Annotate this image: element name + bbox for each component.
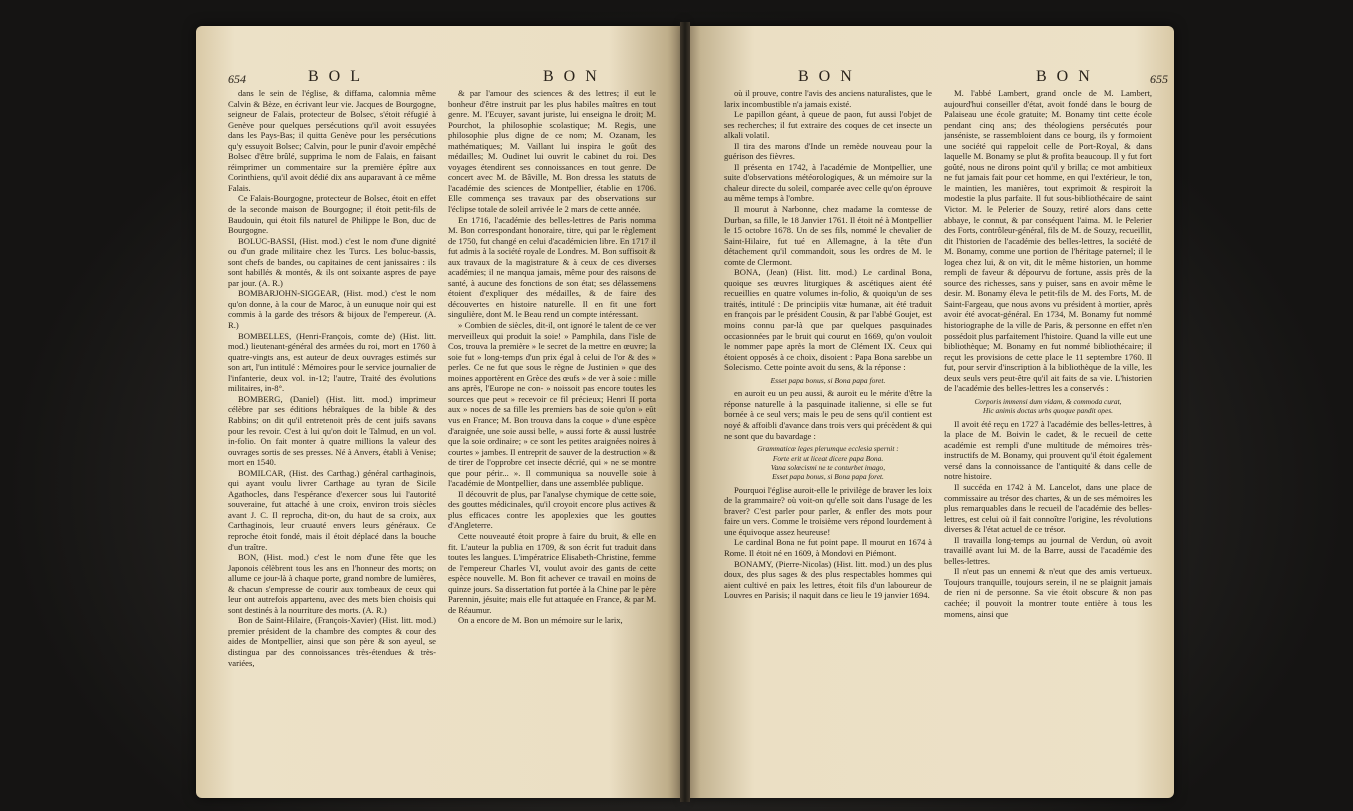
latin-verses [724,444,932,482]
verse-line: Hic animis doctas urbs quoque pandit opes. [983,406,1113,416]
paragraph: dans le sein de l'église, & diffama, calomnia même Calvin & Bèze, en écrivant leur vie. Jacques de Bourgogne, seigneur de Falais, protecteur de Bolsec, s'étoit réfugié à Genève pour quelques persécutions qu'il avoit essuyées dans les Pays-Bas; il quitta Genève pour les persécutions qu'y essuyoit Bolsec; Calvin, pour le punir d'avoir empêché Bolsec d'être brûlé, supprima le nom de Falais, en faisant réimprimer un commentaire sur la première épître aux Corinthiens, qu'il avoit dédié dix ans auparavant à ce même Falais. [228,88,436,193]
paragraph: En 1716, l'académie des belles-lettres de Paris nomma M. Bon correspondant honoraire, titre, qui par le règlement de 1750, fut changé en celui d'académicien libre. En 1717 il fut admis à la société royale de Londres. M. Bon suffisoit & aux travaux de la magistrature & à ceux de ces diverses académies; il ne manqua jamais, même pour des raisons de santé, à aucune des fonctions de son état; ses délassemens étoient d'expliquer des médailles, & de faire des découvertes en histoire naturelle. Il en fit une fort singulière, dont M. le Beau rend un compte intéressant. [448,214,656,320]
latin-verses [944,397,1152,416]
paragraph: Ce Falais-Bourgogne, protecteur de Bolsec, étoit en effet de la seconde maison de Bourgogne; il étoit petit-fils de Baudouin, qui étoit fils naturel de Philippe le Bon, duc de Bourgogne. [228,193,436,236]
left-page-header [228,68,668,88]
paragraph: M. l'abbé Lambert, grand oncle de M. Lambert, aujourd'hui conseiller d'état, avoit fondé dans le bourg de Palaiseau une école gratuite; M. Bonamy tint cette école pendant cinq ans; des théologiens persécutés pour janséniste, se rassembloient dans ce bourg, ils y formoient une société qui rappeloit celle de Port-Royal, & dans laquelle M. Bonamy se plut & profita beaucoup. Il y fut fort goûté, nous ne dirons point qu'il y brilla; ce mot ambitieux ne fut jamais fait pour cet homme, en qui l'extérieur, le ton, le maintien, les manières, tout exprimoit & respiroit la modestie la plus parfaite. Il fut sous-bibliothécaire de saint Victor. M. le Pelerier de Souzy, retiré alors dans cette abbaye, le connut, & par conséquent l'aima. M. le Pelerier des Forts, contrôleur-général, fils de M. de Souzy, recueillit, dit l'historien de l'académie des belles-lettres, la société de M. Bonamy, comme une portion de l'héritage paternel; il le logea chez lui, & on vit, dit le même historien, un homme rempli de faveur & dépourvu de fortune, assis près de la source des richesses, sans y puiser, sans en avoir même le desir. M. Bonamy éleva le petit-fils de M. des Forts, M. de Saint-Fargeau, que nous avons vu président à mortier, après avoir été avocat-général. En 1734, M. Bonamy fut nommé historiographe de la ville de Paris, & personne en effet n'en possédoit plus parfaitement l'histoire. Quand la ville eut une bibliothèque; M. Bonamy en fut nommé bibliothécaire; il reçut les provisions de cette place le 11 septembre 1760. Il fut, pour servir d'inscription à la bibliothèque de la ville, les deux seuls vers peut-être qu'il ait faits de sa vie. L'historien de l'académie des belles-lettres les a conservés : [944,88,1152,394]
left-page-column-1 [228,88,436,784]
entry-bona: BONA, (Jean) (Hist. litt. mod.) Le cardinal Bona, quoique ses œuvres liturgiques & ascétiques aient été recueillies en quatre volumes in-folio, & quoiqu'un de ses traités, intitulé : De principiis vitæ humanæ, ait été traduit en françois par le président Cousin, & par l'abbé Goujet, est moins connu par-là que par quelques pasquinades occasionnées par le bruit qui courut en 1669, qu'on vouloit le nommer pape après la mort de Clément IX. Ceux qui étoient opposés à ce choix, disoient : Papa Bona sarebbe un Solecismo. Cette pointe avoit du sens, & la réponse : [724,267,932,373]
verse-line: Esset papa bonus, si Bona papa foret. [772,472,884,482]
verse-line: Grammaticæ leges plerumque ecclesia spernit : [757,444,899,454]
paragraph: Le cardinal Bona ne fut point pape. Il mourut en 1674 à Rome. Il étoit né en 1609, à Mondovi en Piémont. [724,537,932,558]
entry-boluc-bassi: BOLUC-BASSI, (Hist. mod.) c'est le nom d'une dignité ou d'un grade militaire chez les Turcs. Les boluc-bassis, sont chefs de bandes, ou capitaines de cent janissaires : ils sont habillés & montés, & ils ont soixante aspres de paye par jour. (A. R.) [228,235,436,288]
paragraph: Il découvrit de plus, par l'analyse chymique de cette soie, des gouttes médicinales, qu'il croyoit encore plus actives & plus efficaces contre les apoplexies que les gouttes d'Angleterre. [448,488,656,531]
right-page-number: 655 [1150,72,1168,86]
quotation: » Combien de siècles, dit-il, ont ignoré le talent de ce ver merveilleux qui produit la soie! » Pamphila, dans l'isle de Cos, trouva la première » le secret de la mettre en œuvre; la soie fut » long-temps d'un prix égal à celui de l'or & des » perles. Ce ne fut que sous le règne de Justinien » que des moines apportèrent en Grèce des œufs » de ver à soie : mille ans après, l'Europe ne con- » noissoit pas encore toutes les sources que peut » recevoir ce fil précieux; Henri II porta aux » noces de sa fille les premiers bas de soie qu'on » eût vus en France; M. Bon trouva dans la coque » d'une espèce d'araignée, une soie aussi belle, » aussi forte & aussi lustrée que la soie ordinaire; » ce sont les petites araignées noires à courtes » jambes. Il entreprit de sauver de la destruction » & de tirer de l'opprobre cet insecte décrié, qui » ne se montre que pour périr... ». Il communiqua sa nouvelle soie à l'académie de Montpellier, dans une assemblée publique. [448,320,656,489]
paragraph: Il n'eut pas un ennemi & n'eut que des amis vertueux. Toujours tranquille, toujours serein, il ne se plaignit jamais de rien ni de personne. Sa vie étoit obscure & non pas cachée; il pouvoit la montrer toute entière à tous les momens, ainsi que [944,566,1152,619]
left-page-number: 654 [228,72,246,86]
paragraph: en auroit eu un peu aussi, & auroit eu le mérite d'être la réponse naturelle à la pasquinade italienne, si elle se fut bornée à ce seul vers; mais le peu de sens qu'il contient est noyé & affoibli d'avance dans trois vers qui précèdent & qui ne sont que du bavardage : [724,388,932,441]
paragraph: Il mourut à Narbonne, chez madame la comtesse de Durban, sa fille, le 18 Janvier 1761. Il étoit né à Montpellier le 15 octobre 1678. Un de ses fils, nommé le chevalier de Saint-Hilaire, fut tué en Allemagne, à la tête d'un détachement qu'il commandoit, sous les ordres de M. le comte de Clermont. [724,204,932,267]
verse-line: Corporis immensi dum vidam, & commoda curat, [974,396,1122,406]
entry-bombarjohn: BOMBARJOHN-SIGGEAR, (Hist. mod.) c'est le nom qu'on donne, à la cour de Maroc, à un eunuque noir qui est commis à la garde des trésors & bijoux de l'empereur. (A. R.) [228,288,436,331]
right-page-column-2 [944,88,1152,784]
paragraph: Il succéda en 1742 à M. Lancelot, dans une place de commissaire au trésor des chartes, & un de ses mémoires les plus remarquables dans le recueil de l'académie des belles-lettres, est celui où il fait connoître l'origine, les révolutions diverses & l'état actuel de ce trésor. [944,481,1152,535]
paragraph: Le papillon géant, à queue de paon, fut aussi l'objet de ses recherches; il fut extraire des coques de cet insecte un alkali volatil. [724,109,932,141]
paragraph: Il avoit été reçu en 1727 à l'académie des belles-lettres, à la place de M. Boivin le cadet, & le recueil de cette académie est rempli d'une multitude de mémoires très-instructifs de M. Bonamy, qui prouvent qu'il étoit également versé dans la connoissance de l'antiquité & dans celle de notre histoire. [944,418,1152,482]
book-gutter [680,22,690,802]
right-header-word-2: BON [1036,68,1100,85]
entry-bomilcar: BOMILCAR, (Hist. des Carthag.) général carthaginois, qui ayant voulu livrer Carthage au tyran de Sicile Agathocles, dans l'espérance d'exercer sous lui l'autorité souveraine, fut attaché à une croix, environ trois siècles avant J. C. Il reprocha, dit-on, du haut de sa croix, aux Carthaginois, leur cruauté envers leurs généraux. Ce reproche étoit fondé, mais il étoit déplacé dans la bouche d'un traître. [228,467,436,552]
entry-bomberg: BOMBERG, (Daniel) (Hist. litt. mod.) imprimeur célèbre par ses éditions hébraïques de la bible & des Rabbins; on dit qu'il entretenoit près de cent juifs savans pour les revoir. C'est à lui qu'on doit le Talmud, en un vol. in-folio. On fait monter à quatre millions la valeur des ouvrages sortis de ses presses. Né à Anvers, établi à Venise; mort en 1540. [228,393,436,468]
left-page-column-2 [448,88,656,784]
right-header-word-1: BON [798,68,862,85]
entry-bonamy: BONAMY, (Pierre-Nicolas) (Hist. litt. mod.) un des plus doux, des plus sages & des plus respectables hommes qui aient cultivé en paix les lettres, étoit fils d'un laboureur de Louvres en Parisis; il naquit dans ce lieu le 19 janvier 1694. [724,558,932,601]
paragraph: Pourquoi l'église auroit-elle le privilège de braver les loix de la grammaire? où voit-on qu'elle soit dans l'usage de les braver? C'est parler pour parler, & enfler des mots pour faire un vers. Comme le troisième vers répond lourdement à une équivoque assez heureuse! [724,484,932,537]
paragraph: Il travailla long-temps au journal de Verdun, où avoit travaillé avant lui M. de la Barre, aussi de l'académie des belles-lettres. [944,534,1152,566]
verse-line: Vana solœcismi ne te conturbet imago, [770,462,886,472]
paragraph: Il présenta en 1742, à l'académie de Montpellier, une suite d'observations météorologiques, & un mémoire sur la chaleur directe du soleil, comparée avec celle qu'on éprouve au même temps à l'ombre. [724,161,932,204]
paragraph: Cette nouveauté étoit propre à faire du bruit, & elle en fit. L'auteur la publia en 1709, & son écrit fut traduit dans toutes les langues. L'impératrice Elisabeth-Christine, femme de l'empereur Charles VI, voulut avoir des gants de cette espèce nouvelle. M. Bon fit achever ce travail en moins de quinze jours. Sa dissertation fut portée à la Chine par le père Parennin, jésuite; mais elle fut attaquée en France, & par M. de Réaumur. [448,530,656,615]
latin-verse: Esset papa bonus, si Bona papa foret. [770,375,886,385]
entry-bon-saint-hilaire: Bon de Saint-Hilaire, (François-Xavier) (Hist. litt. mod.) premier président de la chambre des comptes & cour des aides de Montpellier, ainsi que son père & son ayeul, se distingua par des connoissances très-étendues & très-variées, [228,615,436,668]
paragraph: Il tira des marons d'Inde un remède nouveau pour la guérison des fièvres. [724,140,932,162]
left-header-word-2: BON [543,68,607,85]
paragraph: On a encore de M. Bon un mémoire sur le larix, [458,615,623,626]
paragraph: où il prouve, contre l'avis des anciens naturalistes, que le larix incombustible n'a jamais existé. [724,88,932,109]
left-header-word-1: BOL [308,68,370,85]
entry-bon-fete: BON, (Hist. mod.) c'est le nom d'une fête que les Japonois célèbrent tous les ans en l'honneur des morts; on allume ce jour-là à chaque porte, grand nombre de lumières, & chacun s'empresse de courir aux tombeaux de ceux qui leur ont autrefois appartenu, avec des mets bien choisis qui sont destinés à la nourriture des morts. (A. R.) [228,552,436,615]
verse-line: Forte erit ut liceat dicere papa Bona. [772,453,884,463]
entry-bombelles: BOMBELLES, (Henri-François, comte de) (Hist. litt. mod.) lieutenant-général des armées du roi, mort en 1760 à quatre-vingts ans, est auteur de deux ouvrages estimés sur son art, l'un intitulé : Mémoires pour le service journalier de l'infanterie, deux vol. in-12; l'autre, Traité des évolutions militaires, in-8°. [228,330,436,394]
paragraph: & par l'amour des sciences & des lettres; il eut le bonheur d'être instruit par les plus habiles maîtres en tout genre. M. l'Ecuyer, savant juriste, lui enseigna le droit; M. Pourchot, la philosophie scolastique; M. Regis, une philosophie plus digne de ce nom; M. Ozanam, les mathématiques; M. Vaillant lui inspira le goût des médailles; M. Oudinet lui ouvrit le cabinet du roi. Des voyages étendirent ses connoissances en tout genre. De concert avec M. de Bâville, M. Bon dressa les statuts de l'académie des sciences de Montpellier, établie en 1706. Elle commença ses travaux par des observations sur l'éclipse totale de soleil arrivée le 2 mars de cette année. [448,88,656,215]
right-page-column-1 [724,88,932,784]
right-page-header [728,68,1168,88]
